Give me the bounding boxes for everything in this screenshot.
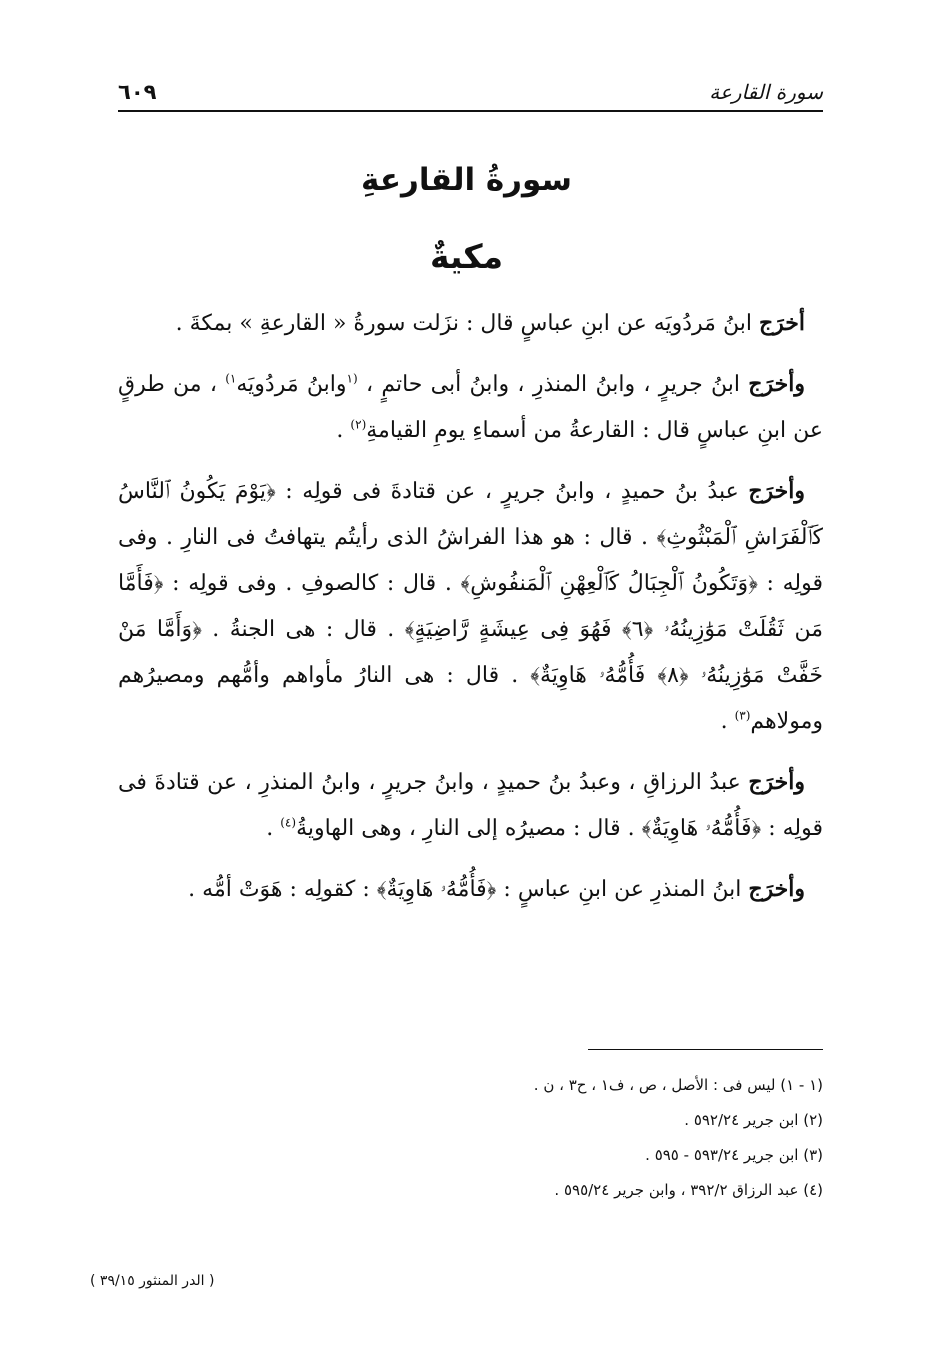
paragraph-text: ابنُ جريرٍ ، وابنُ المنذرِ ، وابنُ أبى حاتمٍ ، xyxy=(357,372,749,397)
paragraph-text: . قال : مصيرُه إلى النارِ ، وهى الهاويةُ xyxy=(296,816,642,841)
page-number: ٦٠٩ xyxy=(118,80,157,104)
footnote-marker[interactable]: (٢) xyxy=(350,417,367,432)
paragraph-text: ابنُ مَردُويَه عن ابنِ عباسٍ قال : نزَلت سورةُ « القارعةِ » بمكةَ . xyxy=(175,311,759,336)
quran-verse: ﴿وَتَكُونُ ٱلْجِبَالُ كَٱلْعِهْنِ ٱلْمَنفُوشِ﴾ xyxy=(460,571,758,596)
footnote-separator xyxy=(588,1049,823,1050)
footnote-marker[interactable]: (٤) xyxy=(280,815,297,830)
quran-verse: ﴿وَأَمَّا مَنْ خَفَّتْ مَوَٰزِينُهُۥ ﴿٨﴾ فَأُمُّهُۥ هَاوِيَةٌ﴾ xyxy=(118,617,823,688)
paragraph-text: . xyxy=(336,418,351,443)
source-reference: ( الدر المنثور ٣٩/١٥ ) xyxy=(90,1273,215,1289)
paragraph-lead: أخرَج xyxy=(758,310,805,336)
paragraph-2 xyxy=(118,361,823,454)
paragraph-text: ، من طرقٍ عن ابنِ عباسٍ قال : القارعةُ من أسماءِ يومِ القيامةِ xyxy=(118,372,823,443)
quran-verse: ﴿يَوْمَ يَكُونُ ٱلنَّاسُ كَٱلْفَرَاشِ ٱلْمَبْثُوثِ﴾ xyxy=(118,479,823,550)
paragraph-5 xyxy=(118,866,823,913)
paragraph-text: . xyxy=(720,709,735,734)
footnote-item: (١ - ١) ليس فى : الأصل ، ص ، ف١ ، ح٣ ، ن . xyxy=(533,1076,823,1094)
paragraph-text: . قال : كالصوفِ . وفى قولِه : xyxy=(163,571,461,596)
paragraph-lead: وأخرَج xyxy=(748,876,805,902)
surah-title: سورةُ القارعةِ xyxy=(361,162,572,198)
running-header xyxy=(118,68,823,112)
paragraph-text: . xyxy=(266,816,281,841)
body-text xyxy=(118,300,823,927)
footnote-marker[interactable]: (١ xyxy=(346,371,358,386)
quran-verse: ﴿فَأَمَّا مَن ثَقُلَتْ مَوَٰزِينُهُۥ ﴿٦﴾ فَهُوَ فِى عِيشَةٍ رَّاضِيَةٍ﴾ xyxy=(118,571,823,642)
paragraph-lead: وأخرَج xyxy=(748,478,806,504)
paragraph-text: . قال : هى النارُ مأواهم وأمُّهم ومصيرُهم ومولاهم xyxy=(118,663,823,734)
footnote-marker[interactable]: (٣) xyxy=(734,708,751,723)
paragraph-text: . قال : هى الجنةُ . xyxy=(201,617,405,642)
quran-verse: ﴿فَأُمُّهُۥ هَاوِيَةٌ﴾ xyxy=(376,877,497,902)
paragraph-text: عبدُ بنُ حميدٍ ، وابنُ جريرٍ ، عن قتادةَ فى قولِه : xyxy=(275,479,749,504)
surah-type: مكيةٌ xyxy=(429,237,504,276)
paragraph-text: . قال : هو هذا الفراشُ الذى رأيتُم يتهافتُ فى النارِ . وفى قولِه : xyxy=(118,525,823,596)
paragraph-lead: وأخرَج xyxy=(748,371,805,397)
paragraph-text: ابنُ المنذرِ عن ابنِ عباسٍ : xyxy=(496,877,749,902)
paragraph-lead: وأخرَج xyxy=(748,769,805,795)
paragraph-text: : كقولِه : هَوَتْ أمُّه . xyxy=(188,877,377,902)
paragraph-4 xyxy=(118,759,823,852)
footnote-item: (٤) عبد الرزاق ٣٩٢/٢ ، وابن جرير ٥٩٥/٢٤ . xyxy=(554,1181,823,1199)
paragraph-text: عبدُ الرزاقِ ، وعبدُ بنُ حميدٍ ، وابنُ جريرٍ ، وابنُ المنذرِ ، عن قتادةَ فى قولِه : xyxy=(118,770,823,841)
footnote-item: (٢) ابن جرير ٥٩٢/٢٤ . xyxy=(684,1111,823,1129)
quran-verse: ﴿فَأُمُّهُۥ هَاوِيَةٌ﴾ xyxy=(641,816,762,841)
paragraph-3 xyxy=(118,468,823,745)
paragraph-1 xyxy=(118,300,823,347)
footnotes xyxy=(118,1068,823,1208)
footnote-item: (٣) ابن جرير ٥٩٣/٢٤ - ٥٩٥ . xyxy=(645,1146,823,1164)
footnote-marker[interactable]: ١) xyxy=(225,371,237,386)
paragraph-text: وابنُ مَردُويَه xyxy=(236,372,347,397)
running-title: سورة القارعة xyxy=(709,80,823,104)
